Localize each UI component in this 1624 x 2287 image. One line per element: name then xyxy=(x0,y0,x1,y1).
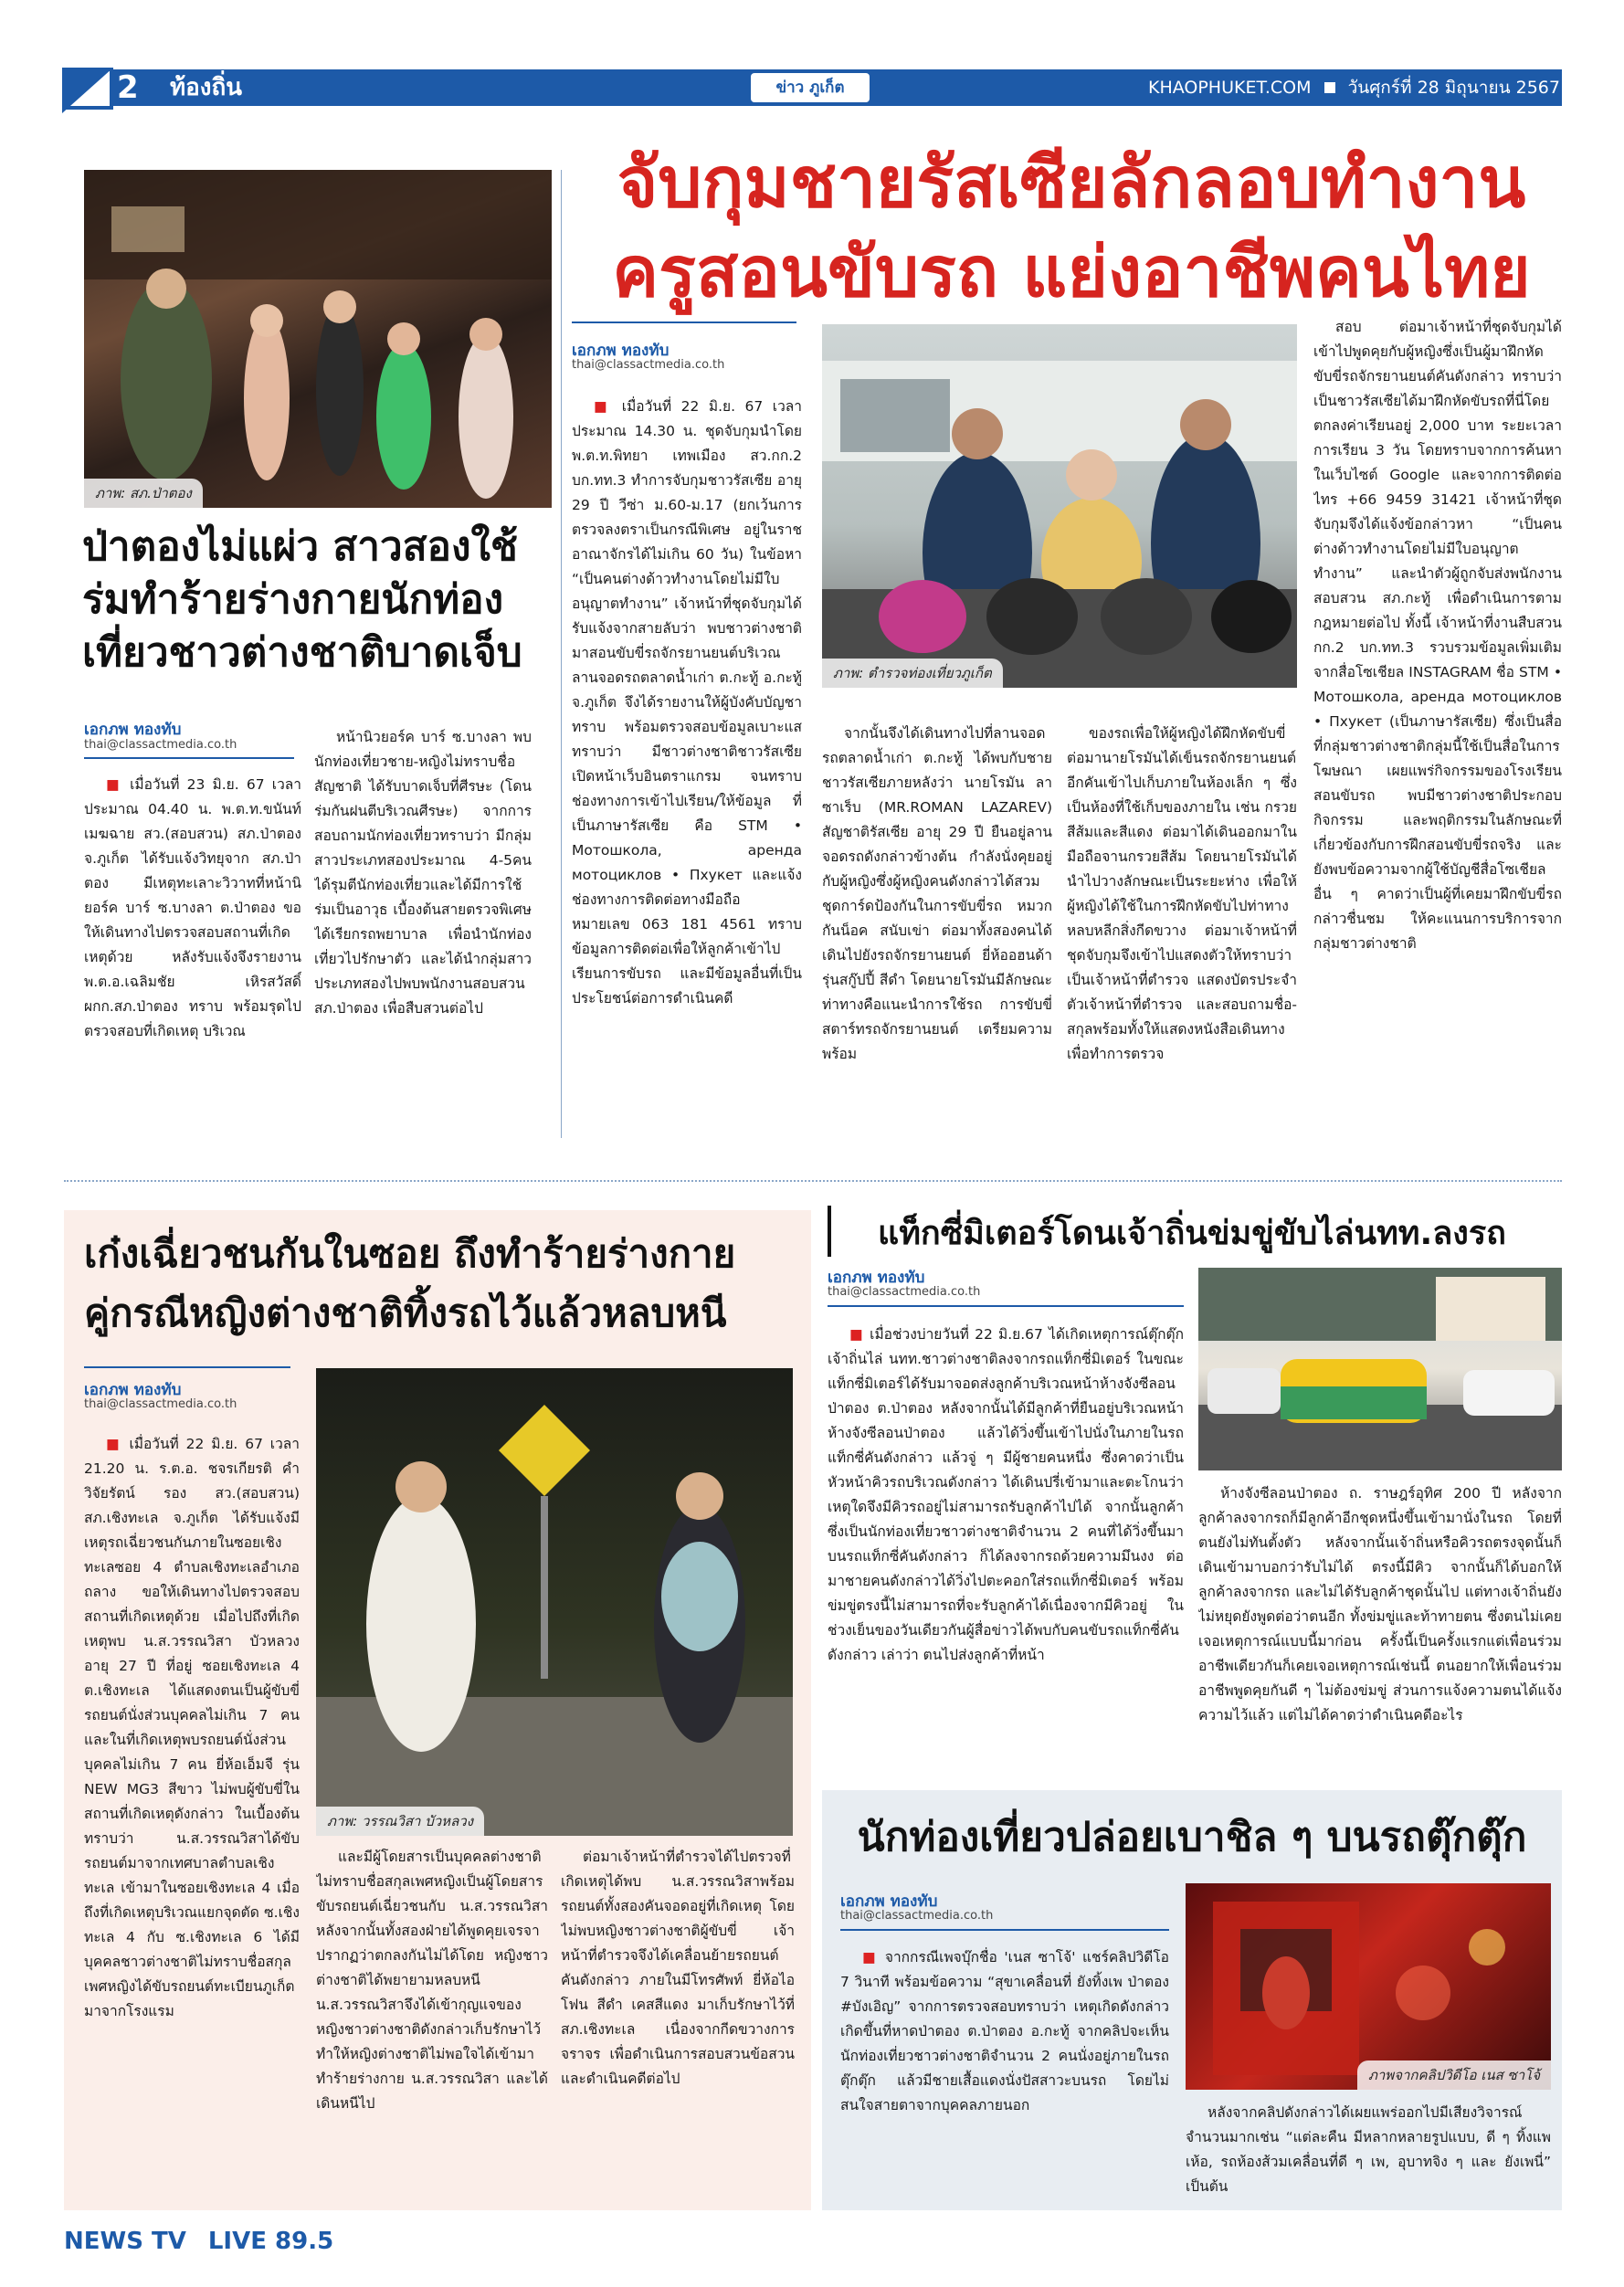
story4-col-right-text: ห้างจังซีลอนป่าตอง ถ. ราษฎร์อุทิศ 200 ปี หลังจากลูกค้าลงจากรถก็มีลูกค้าอีกชุดหนึ่งขึ้นเข้ามานั่งในรถ โดยที่ตนยังไม่ทันตั้งตัว หลังจากนั้นเจ้าถิ่นหรือคิวรถตรงจุดนั้นก็เดินเข้ามาบอกว่ารับไม่ได้ ตรงนี้มีคิว จากนั้นก็ได้บอกให้ลูกค้าลงจากรถ และไม่ได้รับลูกค้าชุดนั้นไป แต่ทางเจ้าถิ่นยังไม่หยุดยังพูดต่อว่าตนอีก ทั้งข่มขู่และท้าทายตน ซึ่งตนไม่เคยเจอเหตุการณ์แบบนี้มาก่อน ครั้งนี้เป็นครั้งแรกแต่เพื่อนร่วมอาชีพเดียวกันก็เคยเจอเหตุการณ์เช่นนี้ ตนอยากให้เพื่อนร่วมอาชีพพูดคุยกันดี ๆ ไม่ต้องข่มขู่ ส่วนการแจ้งความตนได้แจ้งความไว้แล้ว แต่ไม่ได้คาดว่าดำเนินคดีอะไร xyxy=(1198,1485,1562,1723)
taxi-street-scene-icon xyxy=(1198,1268,1562,1470)
story1-photo xyxy=(822,324,1297,688)
story4-rule xyxy=(828,1305,1184,1307)
story3-col3 xyxy=(561,1845,795,2201)
story3-byline: เอกภพ ทองทับ xyxy=(84,1381,182,1399)
story1-email[interactable]: thai@classactmedia.co.th xyxy=(572,358,725,372)
story5-email[interactable]: thai@classactmedia.co.th xyxy=(840,1909,994,1923)
story4-headline: แท็กซี่มิเตอร์โดนเจ้าถิ่นข่มขู่ขับไล่นทท.ลงรถ xyxy=(878,1215,1506,1252)
page-corner-icon xyxy=(62,68,113,110)
story5-photo-caption: ภาพจากคลิปวิดีโอ เนส ซาโจ้ xyxy=(1357,2060,1551,2090)
bullet-icon: ■ xyxy=(594,398,622,415)
story4-col-left-text: เมื่อช่วงบ่ายวันที่ 22 มิ.ย.67 ได้เกิดเหตุการณ์ตุ๊กตุ๊กเจ้าถิ่นไล่ นทท.ชาวต่างชาติลงจากรถแท็กซี่มิเตอร์ ในขณะแท็กซี่มิเตอร์ได้รับมาจอดส่งลูกค้าบริเวณหน้าห้างจังซีลอนป่าตอง ต.ป่าตอง หลังจากนั้นได้มีลูกค้าที่ยืนอยู่บริเวณหน้าห้างจังซีลอนป่าตอง แล้วได้วิ่งขึ้นเข้าไปนั่งในภายในรถแท็กซี่คันดังกล่าว แล้วจู่ ๆ มีผู้ชายคนหนึ่ง ซึ่งคาดว่าเป็นหัวหน้าคิวรถบริเวณดังกล่าว ได้เดินปรี่เข้ามาและตะโกนว่า เหตุใดจึงมีคิวรถอยู่ไม่สามารถรับลูกค้าไปได้ จากนั้นลูกค้าซึ่งเป็นนักท่องเที่ยวชาวต่างชาติจำนวน 2 คนที่ได้วิ่งขึ้นมาบนรถแท็กซี่คันดังกล่าว ก็ได้ลงจากรถด้วยความมึนงง ต่อมาชายคนดังกล่าวได้วิ่งไปตะคอกใส่รถแท็กซี่มิเตอร์ พร้อมข่มขู่ตรงนี้ไม่สามารถที่จะรับลูกค้าได้เนื่องจากมีคิวอยู่ ในช่วงเย็นของวันเดียวกันผู้สื่อข่าวได้พบกับคนขับรถแท็กซี่คันดังกล่าว เล่าว่า ตนไปส่งลูกค้าที่หน้า xyxy=(828,1326,1184,1663)
story2-col1 xyxy=(84,773,301,1134)
story5-rule xyxy=(840,1929,1169,1931)
story2-email[interactable]: thai@classactmedia.co.th xyxy=(84,738,237,752)
story2-col2 xyxy=(314,725,532,1134)
story3-col1 xyxy=(84,1432,300,2199)
story5-col-right-text: หลังจากคลิปดังกล่าวได้เผยแพร่ออกไปมีเสียงวิจารณ์ จำนวนมากเช่น “แต่ละคืน มีหลากหลายรูปแบบ, ดี ๆ ทิ้งแพ เห้อ, รถห้องส้วมเคลื่อนที่ดี ๆ เพ, อุบาทจิง ๆ และ ยังเพนี่” เป็นต้น xyxy=(1186,2104,1551,2195)
story1-photo-caption: ภาพ: ตำรวจท่องเที่ยวภูเก็ต xyxy=(822,659,1003,688)
story3-photo xyxy=(316,1368,793,1836)
story5-col-right xyxy=(1186,2101,1551,2201)
story3-headline-line2: คู่กรณีหญิงต่างชาติทิ้งรถไว้แล้วหลบหนี xyxy=(84,1291,727,1335)
site-url[interactable]: KHAOPHUKET.COM xyxy=(1147,78,1312,98)
live-radio-logo[interactable] xyxy=(208,2228,333,2255)
story5-col-left xyxy=(840,1945,1169,2201)
story1-headline-line2: ครูสอนขับรถ แย่งอาชีพคนไทย xyxy=(612,231,1531,312)
bullet-icon: ■ xyxy=(106,1436,130,1452)
story2-rule xyxy=(84,757,294,759)
bullet-icon: ■ xyxy=(849,1326,870,1343)
story5-byline: เอกภพ ทองทับ xyxy=(840,1892,938,1911)
story3-email[interactable]: thai@classactmedia.co.th xyxy=(84,1397,237,1411)
story1-col1 xyxy=(572,395,802,1131)
story3-col2 xyxy=(316,1845,548,2201)
footer-logos xyxy=(64,2223,333,2260)
story2-photo-caption: ภาพ: สภ.ป่าตอง xyxy=(84,479,203,508)
story3-headline-line1: เก๋งเฉี่ยวชนกันในซอย ถึงทำร้ายร่างกาย xyxy=(84,1231,736,1276)
nightclub-scene-icon xyxy=(84,170,552,508)
story4-col-right xyxy=(1198,1481,1562,1772)
story1-col2 xyxy=(822,722,1052,1134)
story4-photo xyxy=(1198,1268,1562,1470)
story2-col1-text: เมื่อวันที่ 23 มิ.ย. 67 เวลาประมาณ 04.40 น. พ.ต.ท.ขนันท์ เมฆฉาย สว.(สอบสวน) สภ.ป่าตอง จ.ภูเก็ต ได้รับแจ้งวิทยุจาก สภ.ป่าตอง มีเหตุทะเลาะวิวาทที่หน้านิยอร์ค บาร์ ซ.บางลา ต.ป่าตอง ขอให้เดินทางไปตรวจสอบสถานที่เกิดเหตุด้วย หลังรับแจ้งจึงรายงาน พ.ต.อ.เฉลิมชัย เหิรสวัสดิ์ ผกก.สภ.ป่าตอง ทราบ พร้อมรุดไปตรวจสอบที่เกิดเหตุ บริเวณ xyxy=(84,776,301,1039)
newstv-logo[interactable]: NEWS TV xyxy=(64,2228,186,2255)
tuktuk-night-scene-icon xyxy=(1186,1883,1551,2090)
story1-headline-line1: จับกุมชายรัสเซียลักลอบทำงาน xyxy=(617,142,1526,223)
story2-headline: ป่าตองไม่แผ่ว สาวสองใช้ร่มทำร้ายร่างกายนักท่องเที่ยวชาวต่างชาติบาดเจ็บ xyxy=(82,523,522,676)
header-site-date xyxy=(1148,69,1560,106)
bullet-icon: ■ xyxy=(862,1949,885,1966)
story5-photo xyxy=(1186,1883,1551,2090)
bullet-icon: ■ xyxy=(106,776,131,793)
story4-email[interactable]: thai@classactmedia.co.th xyxy=(828,1285,981,1299)
story1-col1-text: เมื่อวันที่ 22 มิ.ย. 67 เวลาประมาณ 14.30 น. ชุดจับกุมนำโดย พ.ต.ท.พิทยา เทพเมือง สว.กก.2 บก.ทท.3 ทำการจับกุมชาวรัสเซีย อายุ 29 ปี วีซ่า ม.60-ม.17 (ยกเว้นการตรวจลงตราเป็นกรณีพิเศษ อยู่ในราชอาณาจักรได้ไม่เกิน 60 วัน) ในข้อหา “เป็นคนต่างด้าวทำงานโดยไม่มีใบอนุญาตทำงาน” เจ้าหน้าที่ชุดจับกุมได้รับแจ้งจากสายลับว่า พบชาวต่างชาติมาสอนขับขี่รถจักรยานยนต์บริเวณลานจอดรถตลาดน้ำเก่า ต.กะทู้ อ.กะทู้ จ.ภูเก็ต จึงได้รายงานให้ผู้บังคับบัญชาทราบ พร้อมตรวจสอบข้อมูลเบาะแสทราบว่า มีชาวต่างชาติชาวรัสเซีย เปิดหน้าเว็บอินตราแกรม จนทราบช่องทางการเข้าไปเรียน/ให้ข้อมูล ที่เป็นภาษารัสเซีย คือ STM • Мотошкола, аренда мотоциклов • Пхукет และแจ้งช่องทางการติดต่อทางมือถือ หมายเลข 063 181 4561 ทราบข้อมูลการติดต่อเพื่อให้ลูกค้าเข้าไปเรียนการขับรถ และมีข้อมูลอื่นที่เป็นประโยชน์ต่อการดำเนินคดี xyxy=(572,398,802,1006)
story1-rule xyxy=(572,321,796,323)
story1-col3 xyxy=(1067,722,1297,1134)
story3-col1-text: เมื่อวันที่ 22 มิ.ย. 67 เวลา 21.20 น. ร.ต.อ. ชจรเกียรติ คำวิจัยรัตน์ รอง สว.(สอบสวน) สภ.เชิงทะเล จ.ภูเก็ต ได้รับแจ้งมีเหตุรถเฉี่ยวชนกันภายในซอยเชิงทะเลซอย 4 ตำบลเชิงทะเลอำเภอถลาง ขอให้เดินทางไปตรวจสอบสถานที่เกิดเหตุด้วย เมื่อไปถึงที่เกิดเหตุพบ น.ส.วรรณวิสา บัวหลวง อายุ 27 ปี ที่อยู่ ซอยเชิงทะเล 4 ต.เชิงทะเล ได้แสดงตนเป็นผู้ขับขี่รถยนต์นั่งส่วนบุคคลไม่เกิน 7 คน และในที่เกิดเหตุพบรถยนต์นั่งส่วนบุคคลไม่เกิน 7 คน ยี่ห้อเอ็มจี รุ่น NEW MG3 สีขาว ไม่พบผู้ขับขี่ในสถานที่เกิดเหตุดังกล่าว ในเบื้องต้นทราบว่า น.ส.วรรณวิสาได้ขับรถยนต์มาจากเทศบาลตำบลเชิงทะเล เข้ามาในซอยเชิงทะเล 4 เมื่อถึงที่เกิดเหตุบริเวณแยกจุดตัด ซ.เชิงทะเล 4 กับ ซ.เชิงทะเล 6 ได้มีบุคคลชาวต่างชาติไม่ทราบชื่อสกุล เพศหญิงได้ขับรถยนต์ทะเบียนภูเก็ต มาจากโรงแรม xyxy=(84,1436,300,2019)
story4-col-left xyxy=(828,1323,1184,1772)
square-icon xyxy=(1324,82,1335,93)
story3-col2-text: และมีผู้โดยสารเป็นบุคคลต่างชาติไม่ทราบชื่อสกุลเพศหญิงเป็นผู้โดยสารขับรถยนต์เฉี่ยวชนกับ น.ส.วรรณวิสาหลังจากนั้นทั้งสองฝ่ายได้พูดคุยเจรจาปรากฏว่าตกลงกันไม่ได้โดย หญิงชาวต่างชาติได้พยายามหลบหนี น.ส.วรรณวิสาจึงได้เข้ากุญแจของหญิงชาวต่างชาติดังกล่าวเก็บรักษาไว้ ทำให้หญิงต่างชาติไม่พอใจได้เข้ามาทำร้ายร่างกาย น.ส.วรรณวิสา และได้เดินหนีไป xyxy=(316,1849,548,2112)
live-radio-logo-text: LIVE 89.5 xyxy=(207,2228,334,2255)
story1-col4-text: สอบ ต่อมาเจ้าหน้าที่ชุดจับกุมได้เข้าไปพูดคุยกับผู้หญิงซึ่งเป็นผู้มาฝึกหัดขับขี่รถจักรยานยนต์คันดังกล่าว ทราบว่าเป็นชาวรัสเซียได้มาฝึกหัดขับรถที่นี่โดยตกลงค่าเรียนอยู่ 2,000 บาท ระยะเวลาการเรียน 3 วัน โดยทราบจากการค้นหาในเว็บไซต์ Google และจากการติดต่อ ไทร +66 9459 31421 เจ้าหน้าที่ชุดจับกุมจึงได้แจ้งข้อกล่าวหา “เป็นคนต่างด้าวทำงานโดยไม่มีใบอนุญาตทำงาน” และนำตัวผู้ถูกจับส่งพนักงานสอบสวน สภ.กะทู้ เพื่อดำเนินการตามกฎหมายต่อไป ทั้งนี้ เจ้าหน้าที่งานสืบสวน กก.2 บก.ทท.3 รวบรวมข้อมูลเพิ่มเติมจากสื่อโซเชียล INSTAGRAM ชื่อ STM • Мотошкола, аренда мотоциклов • Пхукет (เป็นภาษารัสเซีย) ซึ่งเป็นสื่อที่กลุ่มชาวต่างชาติกลุ่มนี้ใช้เป็นสื่อในการโฆษณา เผยแพร่กิจกรรมของโรงเรียนสอนขับรถ พบมีชาวต่างชาติประกอบกิจกรรม และพฤติกรรมในลักษณะที่เกี่ยวข้องกับการฝึกสอนขับขี่รถจริง และยังพบข้อความจากผู้ใช้บัญชีสื่อโซเชียลอื่น ๆ คาดว่าเป็นผู้ที่เคยมาฝึกขับขี่รถกล่าวชื่นชม ให้คะแนนการบริการจากกลุ่มชาวต่างชาติ xyxy=(1313,319,1562,952)
story1-col3-text: ของรถเพื่อให้ผู้หญิงได้ฝึกหัดขับขี่ ต่อมานายโรมันได้เข็นรถจักรยานยนต์อีกคันเข้าไปเก็บภายในห้องเล็ก ๆ ซึ่งเป็นห้องที่ใช้เก็บของภายใน เช่น กรวยสีส้มและสีแดง ต่อมาได้เดินออกมาในมือถือจานกรวยสีส้ม โดยนายโรมันได้นำไปวางลักษณะเป็นระยะห่าง เพื่อให้ผู้หญิงได้ใช้ในการฝึกหัดขับไปท่าทางหลบหลีกสิ่งกีดขวาง ต่อมาเจ้าหน้าที่ชุดจับกุมจึงเข้าไปแสดงตัวให้ทราบว่าเป็นเจ้าหน้าที่ตำรวจ แสดงบัตรประจำตัวเจ้าหน้าที่ตำรวจ และสอบถามชื่อ-สกุลพร้อมทั้งให้แสดงหนังสือเดินทางเพื่อทำการตรวจ xyxy=(1067,725,1297,1062)
story2-byline: เอกภพ ทองทับ xyxy=(84,721,182,739)
story1-col4 xyxy=(1313,315,1562,1137)
issue-date: วันศุกร์ที่ 28 มิถุนายน 2567 xyxy=(1347,78,1560,98)
story4-byline: เอกภพ ทองทับ xyxy=(828,1269,925,1287)
story2-col2-text: หน้านิวยอร์ค บาร์ ซ.บางลา พบนักท่องเที่ยวชาย-หญิงไม่ทราบชื่อสัญชาติ ได้รับบาดเจ็บที่ศีรษะ (โดนร่มกันฝนตีบริเวณศีรษะ) จากการสอบถามนักท่องเที่ยวทราบว่า มีกลุ่มสาวประเภทสองประมาณ 4-5คน ได้รุมตีนักท่องเที่ยวและได้มีการใช้ร่มเป็นอาวุธ เบื้องต้นสายตรวจพิเศษได้เรียกรถพยาบาล เพื่อนำนักท่องเที่ยวไปรักษาตัว และได้นำกลุ่มสาวประเภทสองไปพบพนักงานสอบสวน สภ.ป่าตอง เพื่อสืบสวนต่อไป xyxy=(314,729,532,1017)
story3-photo-caption: ภาพ: วรรณวิสา บัวหลวง xyxy=(316,1807,484,1836)
story3-col3-text: ต่อมาเจ้าหน้าที่ตำรวจได้ไปตรวจที่เกิดเหตุได้พบ น.ส.วรรณวิสาพร้อมรถยนต์ทั้งสองคันจอดอยู่ที่เกิดเหตุ โดยไม่พบหญิงชาวต่างชาติผู้ขับขี่ เจ้าหน้าที่ตำรวจจึงได้เคลื่อนย้ายรถยนต์คันดังกล่าว ภายในมีโทรศัพท์ ยี่ห้อไอโฟน สีดำ เคสสีแดง มาเก็บรักษาไว้ที่ สภ.เชิงทะเล เนื่องจากกีดขวางการจราจร เพื่อดำเนินการสอบสวนข้อสวนและดำเนินคดีต่อไป xyxy=(561,1849,795,2087)
story5-col-left-text: จากกรณีเพจบุ๊กชื่อ 'เนส ซาโจ้' แชร์คลิปวิดีโอ 7 วินาที พร้อมข้อความ “สุขาเคลื่อนที่ ยังทิ้งเพ ป่าตอง #บังเอิญ” จากการตรวจสอบทราบว่า เหตุเกิดดังกล่าวเกิดขึ้นที่หาดป่าตอง ต.ป่าตอง อ.กะทู้ จากคลิปจะเห็นนักท่องเที่ยวชาวต่างชาติจำนวน 2 คนนั่งอยู่ภายในรถตุ๊กตุ๊ก แล้วมีชายเสื้อแดงนั่งปัสสาวะบนรถ โดยไม่สนใจสายตาจากบุคคลภายนอก xyxy=(840,1949,1169,2113)
story1-byline: เอกภพ ทองทับ xyxy=(572,342,670,360)
story5-headline: นักท่องเที่ยวปล่อยเบาชิล ๆ บนรถตุ๊กตุ๊ก xyxy=(857,1814,1527,1860)
newspaper-logo: ข่าว ภูเก็ต xyxy=(751,73,870,102)
story1-col2-text: จากนั้นจึงได้เดินทางไปที่ลานจอดรถตลาดน้ำเก่า ต.กะทู้ ได้พบกับชายชาวรัสเซียภายหลังว่า นายโรมัน ลาซาเร็บ (MR.ROMAN LAZAREV) สัญชาติรัสเซีย อายุ 29 ปี ยืนอยู่ลานจอดรถดังกล่าวข้างต้น กำลังนั่งคุยอยู่กับผู้หญิงซึ่งผู้หญิงคนดังกล่าวได้สวมชุดการ์ดป้องกันในการขับขี่รถ หมวกกันน็อค สนับเข่า ต่อมาทั้งสองคนได้เดินไปยังรถจักรยานยนต์ ยี่ห้ออฮนด้า รุ่นสกู๊ปปี้ สีดำ โดยนายโรมันมีลักษณะท่าทางคือแนะนำการใช้รถ การขับขี่ สตาร์ทรถจักรยานยนต์ เตรียมความพร้อม xyxy=(822,725,1052,1062)
story3-rule xyxy=(84,1366,290,1368)
police-arrest-scene-icon xyxy=(822,324,1297,688)
story2-photo xyxy=(84,170,552,508)
column-divider xyxy=(561,170,562,1138)
section-title: ท้องถิ่น xyxy=(170,74,242,101)
page-number: 2 xyxy=(117,69,139,106)
night-street-scene-icon xyxy=(316,1368,793,1836)
section-divider xyxy=(64,1180,1562,1182)
